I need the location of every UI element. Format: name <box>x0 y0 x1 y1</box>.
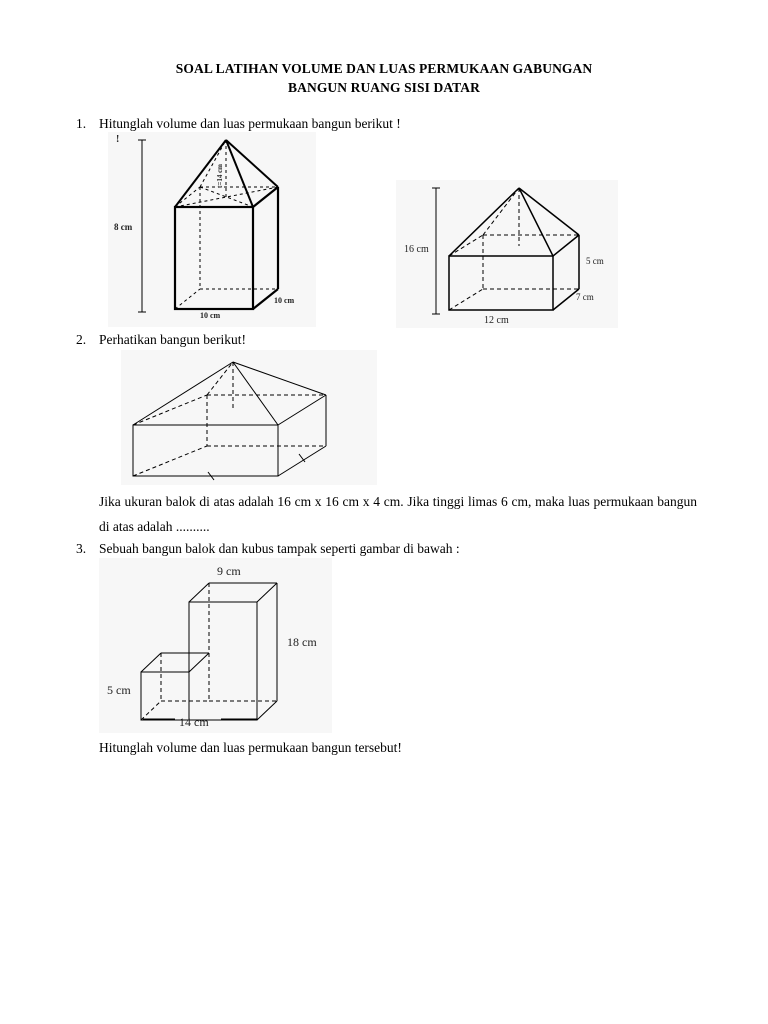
figure-3-bottom-label: 14 cm <box>179 715 209 729</box>
question-2-text: Perhatikan bangun berikut! <box>99 332 246 347</box>
figure-3-cuboid-cube <box>99 558 332 733</box>
figure-1a-base-bottom-label: 10 cm <box>200 311 221 320</box>
figure-1a-mark: ! <box>116 134 120 145</box>
figure-1a-base-side-label: 10 cm <box>274 296 295 305</box>
question-1-number: 1. <box>76 116 87 131</box>
question-2-number: 2. <box>76 332 87 347</box>
figure-2-box-pyramid <box>121 350 377 485</box>
figure-1b-height-label: 16 cm <box>404 244 429 255</box>
figure-1b-length-label: 12 cm <box>484 315 509 326</box>
figure-3-cube-label: 5 cm <box>107 683 131 697</box>
question-2-paragraph: Jika ukuran balok di atas adalah 16 cm x 16 cm x 4 cm. Jika tinggi limas 6 cm, maka luas permukaan bangun di atas adalah .......... <box>99 494 697 534</box>
question-3-text: Sebuah bangun balok dan kubus tampak seperti gambar di bawah : <box>99 541 460 556</box>
title-line-1: SOAL LATIHAN VOLUME DAN LUAS PERMUKAAN GABUNGAN <box>175 61 593 76</box>
figure-3-tall-label: 18 cm <box>287 635 317 649</box>
question-1-text: Hitunglah volume dan luas permukaan bangun berikut ! <box>99 116 401 131</box>
question-3-followup: Hitunglah volume dan luas permukaan bangun tersebut! <box>99 740 402 755</box>
question-3-number: 3. <box>76 541 87 556</box>
title-line-2: BANGUN RUANG SISI DATAR <box>288 80 480 95</box>
figure-1b-width-label: 7 cm <box>576 292 594 302</box>
figure-3-top-label: 9 cm <box>217 564 241 578</box>
figure-1b-box-pyramid <box>396 180 618 328</box>
figure-1a-box-pyramid <box>108 132 316 327</box>
figure-1b-box-height-label: 5 cm <box>586 256 604 266</box>
figure-1a-pyramid-height-label: t=14 cm <box>216 163 224 188</box>
figure-1a-height-label: 8 cm <box>114 222 133 232</box>
